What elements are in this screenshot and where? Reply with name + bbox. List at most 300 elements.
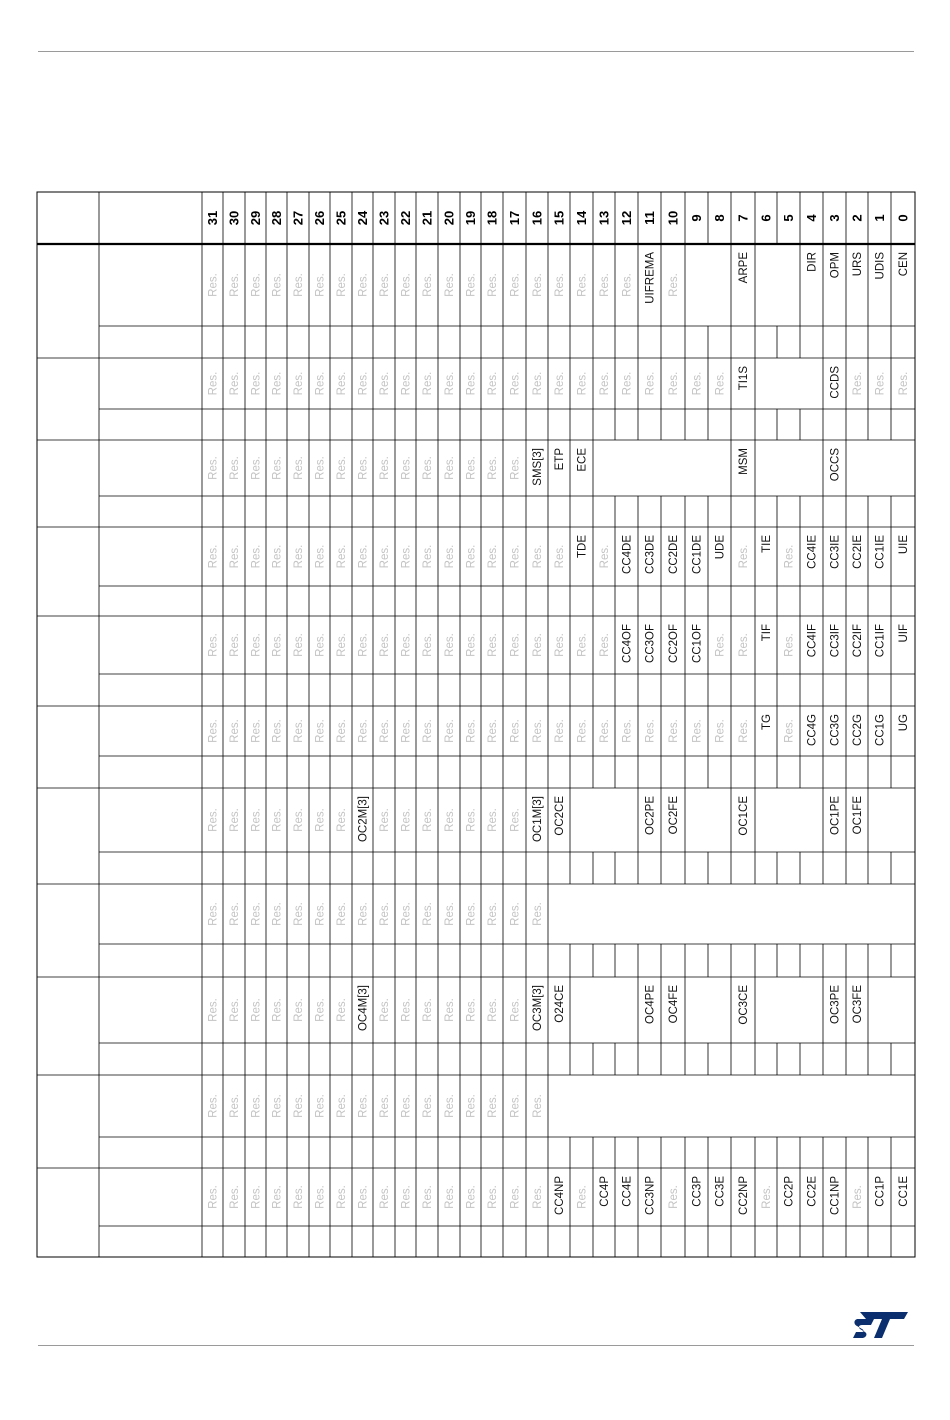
reserved-bit-label: Res. bbox=[509, 1094, 522, 1118]
reserved-bit-label: Res. bbox=[487, 902, 499, 926]
reserved-bit-label: Res. bbox=[532, 1094, 544, 1118]
reserved-bit-label: Res. bbox=[444, 1185, 456, 1209]
reserved-bit-label: Res. bbox=[357, 719, 370, 743]
reserved-bit-label: Res. bbox=[314, 1094, 327, 1118]
reserved-bit-label: Res. bbox=[271, 998, 284, 1022]
reserved-bit-label: Res. bbox=[487, 633, 499, 657]
reserved-bit-label: Res. bbox=[714, 633, 727, 657]
reserved-bit-label: Res. bbox=[357, 1094, 370, 1118]
bit-field-label: CC1NP bbox=[829, 1176, 842, 1215]
reserved-bit-label: Res. bbox=[465, 1185, 478, 1209]
reserved-bit-label: Res. bbox=[509, 719, 522, 743]
bit-field-label: CC3DE bbox=[644, 535, 657, 574]
bit-field-label: OC3FE bbox=[852, 985, 864, 1024]
reserved-bit-label: Res. bbox=[229, 544, 241, 569]
bit-field-label: ECE bbox=[576, 448, 589, 472]
bit-field-label: O24CE bbox=[554, 985, 566, 1023]
bit-field-label: OC4FE bbox=[668, 985, 680, 1024]
reserved-bit-label: Res. bbox=[379, 1185, 391, 1209]
reserved-bit-label: Res. bbox=[293, 1094, 305, 1118]
reserved-bit-label: Res. bbox=[271, 719, 284, 743]
reserved-bit-label: Res. bbox=[314, 1185, 327, 1209]
reserved-bit-label: Res. bbox=[691, 719, 704, 743]
bit-field-label: ARPE bbox=[738, 252, 750, 284]
reserved-bit-label: Res. bbox=[509, 633, 522, 657]
bit-field-label: CC4IF bbox=[806, 624, 819, 658]
bit-field-label: CC2OF bbox=[668, 624, 680, 663]
bit-number: 4 bbox=[804, 214, 819, 222]
reserved-bit-label: Res. bbox=[487, 1185, 499, 1209]
bit-number: 17 bbox=[507, 210, 522, 226]
reserved-bit-label: Res. bbox=[379, 273, 391, 297]
bit-field-label: UIE bbox=[898, 535, 910, 555]
reserved-bit-label: Res. bbox=[400, 1185, 413, 1209]
bit-field-label: CC2E bbox=[806, 1176, 819, 1207]
bit-field-label: TDE bbox=[576, 535, 589, 558]
reserved-bit-label: Res. bbox=[576, 1185, 589, 1209]
reserved-bit-label: Res. bbox=[444, 1094, 456, 1118]
reserved-bit-label: Res. bbox=[422, 371, 434, 396]
reserved-bit-label: Res. bbox=[336, 544, 348, 569]
reserved-bit-label: Res. bbox=[532, 273, 544, 297]
reserved-bit-label: Res. bbox=[357, 456, 370, 480]
reserved-bit-label: Res. bbox=[229, 273, 241, 297]
bit-number: 19 bbox=[463, 210, 478, 226]
bit-number: 20 bbox=[441, 210, 457, 226]
reserved-bit-label: Res. bbox=[509, 1185, 522, 1209]
reserved-bit-label: Res. bbox=[621, 719, 634, 743]
reserved-bit-label: Res. bbox=[422, 1094, 434, 1118]
reserved-bit-label: Res. bbox=[250, 1094, 263, 1118]
bit-field-label: OC3CE bbox=[738, 985, 750, 1025]
bit-field-label: TI1S bbox=[738, 366, 750, 391]
reserved-bit-label: Res. bbox=[293, 633, 305, 657]
reserved-bit-label: Res. bbox=[422, 998, 434, 1022]
bit-field-label: OC1PE bbox=[829, 796, 842, 835]
bit-number: 14 bbox=[574, 210, 589, 226]
reserved-bit-label: Res. bbox=[487, 544, 499, 569]
reserved-bit-label: Res. bbox=[207, 719, 220, 743]
bit-field-label: CC1IE bbox=[874, 535, 887, 569]
bit-number: 10 bbox=[665, 210, 681, 226]
reserved-bit-label: Res. bbox=[293, 371, 305, 396]
bit-field-label: OPM bbox=[829, 252, 842, 279]
reserved-bit-label: Res. bbox=[271, 1185, 284, 1209]
reserved-bit-label: Res. bbox=[691, 371, 704, 396]
reserved-bit-label: Res. bbox=[465, 456, 478, 480]
reserved-bit-label: Res. bbox=[229, 456, 241, 480]
reserved-bit-label: Res. bbox=[465, 544, 478, 569]
reserved-bit-label: Res. bbox=[487, 719, 499, 743]
reserved-bit-label: Res. bbox=[509, 808, 522, 832]
reserved-bit-label: Res. bbox=[229, 808, 241, 832]
bit-field-label: UIFREMA bbox=[644, 252, 657, 304]
reserved-bit-label: Res. bbox=[293, 273, 305, 297]
reserved-bit-label: Res. bbox=[532, 902, 544, 926]
reserved-bit-label: Res. bbox=[444, 544, 456, 569]
bit-number: 24 bbox=[355, 210, 370, 226]
reserved-bit-label: Res. bbox=[783, 719, 796, 743]
reserved-bit-label: Res. bbox=[400, 273, 413, 297]
bit-number: 30 bbox=[226, 210, 242, 226]
reserved-bit-label: Res. bbox=[314, 633, 327, 657]
reserved-bit-label: Res. bbox=[852, 1185, 864, 1209]
bit-field-label: CC4NP bbox=[554, 1176, 566, 1215]
reserved-bit-label: Res. bbox=[379, 1094, 391, 1118]
reserved-bit-label: Res. bbox=[250, 633, 263, 657]
bit-field-label: CC2NP bbox=[738, 1176, 750, 1215]
reserved-bit-label: Res. bbox=[379, 808, 391, 832]
reserved-bit-label: Res. bbox=[336, 456, 348, 480]
reserved-bit-label: Res. bbox=[379, 456, 391, 480]
bit-field-label: CC4OF bbox=[621, 624, 634, 663]
reserved-bit-label: Res. bbox=[229, 998, 241, 1022]
bit-field-label: CEN bbox=[898, 252, 910, 277]
bit-field-label: DIR bbox=[806, 252, 819, 272]
reserved-bit-label: Res. bbox=[229, 719, 241, 743]
reserved-bit-label: Res. bbox=[532, 544, 544, 569]
bit-number: 2 bbox=[849, 214, 865, 222]
reserved-bit-label: Res. bbox=[576, 273, 589, 297]
reserved-bit-label: Res. bbox=[761, 1185, 773, 1209]
reserved-bit-label: Res. bbox=[207, 1094, 220, 1118]
reserved-bit-label: Res. bbox=[487, 273, 499, 297]
bit-number: 5 bbox=[781, 214, 796, 222]
bit-field-label: OC3PE bbox=[829, 985, 842, 1024]
reserved-bit-label: Res. bbox=[422, 273, 434, 297]
reserved-bit-label: Res. bbox=[336, 1094, 348, 1118]
reserved-bit-label: Res. bbox=[250, 998, 263, 1022]
reserved-bit-label: Res. bbox=[444, 719, 456, 743]
reserved-bit-label: Res. bbox=[465, 273, 478, 297]
reserved-bit-label: Res. bbox=[357, 273, 370, 297]
reserved-bit-label: Res. bbox=[336, 1185, 348, 1209]
reserved-bit-label: Res. bbox=[400, 371, 413, 396]
reserved-bit-label: Res. bbox=[271, 544, 284, 569]
bit-number: 0 bbox=[895, 214, 911, 222]
reserved-bit-label: Res. bbox=[668, 273, 680, 297]
reserved-bit-label: Res. bbox=[554, 544, 566, 569]
reserved-bit-label: Res. bbox=[576, 633, 589, 657]
reserved-bit-label: Res. bbox=[314, 719, 327, 743]
reserved-bit-label: Res. bbox=[207, 456, 220, 480]
bit-field-label: UDE bbox=[714, 535, 727, 560]
reserved-bit-label: Res. bbox=[644, 719, 657, 743]
bit-number: 28 bbox=[269, 210, 284, 226]
reserved-bit-label: Res. bbox=[229, 1094, 241, 1118]
reserved-bit-label: Res. bbox=[400, 633, 413, 657]
bit-field-label: OC3M[3] bbox=[532, 985, 544, 1032]
reserved-bit-label: Res. bbox=[250, 544, 263, 569]
bit-field-label: CC1G bbox=[874, 714, 887, 746]
reserved-bit-label: Res. bbox=[422, 902, 434, 926]
reserved-bit-label: Res. bbox=[293, 902, 305, 926]
reserved-bit-label: Res. bbox=[207, 371, 220, 396]
reserved-bit-label: Res. bbox=[250, 273, 263, 297]
bit-field-label: TIE bbox=[761, 535, 773, 553]
reserved-bit-label: Res. bbox=[207, 544, 220, 569]
reserved-bit-label: Res. bbox=[465, 371, 478, 396]
reserved-bit-label: Res. bbox=[207, 1185, 220, 1209]
bit-field-label: CC2G bbox=[852, 714, 864, 746]
reserved-bit-label: Res. bbox=[271, 902, 284, 926]
reserved-bit-label: Res. bbox=[271, 1094, 284, 1118]
bit-field-label: CC2DE bbox=[668, 535, 680, 574]
reserved-bit-label: Res. bbox=[314, 371, 327, 396]
bit-number: 9 bbox=[689, 214, 704, 222]
reserved-bit-label: Res. bbox=[357, 544, 370, 569]
reserved-bit-label: Res. bbox=[738, 633, 750, 657]
bit-field-label: CC2P bbox=[783, 1176, 796, 1207]
bit-field-label: CC1OF bbox=[691, 624, 704, 663]
reserved-bit-label: Res. bbox=[852, 371, 864, 396]
reserved-bit-label: Res. bbox=[271, 371, 284, 396]
bit-field-label: CC1IF bbox=[874, 624, 887, 658]
bit-field-label: TIF bbox=[761, 624, 773, 642]
reserved-bit-label: Res. bbox=[422, 633, 434, 657]
reserved-bit-label: Res. bbox=[207, 902, 220, 926]
bit-field-label: CC3E bbox=[714, 1176, 727, 1207]
reserved-bit-label: Res. bbox=[400, 456, 413, 480]
bit-number: 3 bbox=[827, 214, 842, 222]
reserved-bit-label: Res. bbox=[554, 719, 566, 743]
reserved-bit-label: Res. bbox=[599, 633, 611, 657]
reserved-bit-label: Res. bbox=[668, 371, 680, 396]
bit-field-label: SMS[3] bbox=[532, 448, 544, 486]
bit-field-label: CC3OF bbox=[644, 624, 657, 663]
reserved-bit-label: Res. bbox=[379, 633, 391, 657]
bit-number: 21 bbox=[419, 210, 435, 226]
reserved-bit-label: Res. bbox=[576, 371, 589, 396]
reserved-bit-label: Res. bbox=[532, 371, 544, 396]
reserved-bit-label: Res. bbox=[229, 1185, 241, 1209]
reserved-bit-label: Res. bbox=[207, 808, 220, 832]
reserved-bit-label: Res. bbox=[738, 719, 750, 743]
reserved-bit-label: Res. bbox=[668, 1185, 680, 1209]
reserved-bit-label: Res. bbox=[422, 544, 434, 569]
reserved-bit-label: Res. bbox=[293, 808, 305, 832]
reserved-bit-label: Res. bbox=[250, 371, 263, 396]
reserved-bit-label: Res. bbox=[465, 719, 478, 743]
bit-field-label: MSM bbox=[738, 448, 750, 475]
reserved-bit-label: Res. bbox=[207, 273, 220, 297]
bit-field-label: ETP bbox=[554, 448, 566, 471]
reserved-bit-label: Res. bbox=[207, 998, 220, 1022]
reserved-bit-label: Res. bbox=[400, 998, 413, 1022]
bit-number: 8 bbox=[712, 214, 727, 222]
bit-field-label: CC4G bbox=[806, 714, 819, 746]
reserved-bit-label: Res. bbox=[532, 633, 544, 657]
bit-number: 11 bbox=[642, 211, 657, 225]
reserved-bit-label: Res. bbox=[444, 808, 456, 832]
bit-field-label: CC3P bbox=[691, 1176, 704, 1207]
reserved-bit-label: Res. bbox=[599, 273, 611, 297]
reserved-bit-label: Res. bbox=[444, 633, 456, 657]
reserved-bit-label: Res. bbox=[487, 371, 499, 396]
bit-field-label: OC1M[3] bbox=[532, 796, 544, 843]
bit-number: 23 bbox=[376, 210, 392, 226]
reserved-bit-label: Res. bbox=[314, 273, 327, 297]
reserved-bit-label: Res. bbox=[444, 371, 456, 396]
bit-field-label: CC4P bbox=[599, 1176, 611, 1207]
reserved-bit-label: Res. bbox=[532, 719, 544, 743]
reserved-bit-label: Res. bbox=[379, 719, 391, 743]
reserved-bit-label: Res. bbox=[379, 902, 391, 926]
reserved-bit-label: Res. bbox=[207, 633, 220, 657]
reserved-bit-label: Res. bbox=[738, 544, 750, 569]
reserved-bit-label: Res. bbox=[599, 544, 611, 569]
reserved-bit-label: Res. bbox=[621, 273, 634, 297]
reserved-bit-label: Res. bbox=[357, 633, 370, 657]
reserved-bit-label: Res. bbox=[444, 998, 456, 1022]
reserved-bit-label: Res. bbox=[465, 902, 478, 926]
reserved-bit-label: Res. bbox=[400, 902, 413, 926]
reserved-bit-label: Res. bbox=[400, 808, 413, 832]
reserved-bit-label: Res. bbox=[379, 544, 391, 569]
reserved-bit-label: Res. bbox=[487, 456, 499, 480]
reserved-bit-label: Res. bbox=[293, 544, 305, 569]
reserved-bit-label: Res. bbox=[400, 719, 413, 743]
reserved-bit-label: Res. bbox=[599, 371, 611, 396]
reserved-bit-label: Res. bbox=[509, 902, 522, 926]
reserved-bit-label: Res. bbox=[509, 371, 522, 396]
bit-field-label: UG bbox=[898, 714, 910, 732]
reserved-bit-label: Res. bbox=[465, 633, 478, 657]
bit-field-label: CC3NP bbox=[644, 1176, 657, 1215]
reserved-bit-label: Res. bbox=[487, 998, 499, 1022]
bit-field-label: CC3IE bbox=[829, 535, 842, 569]
reserved-bit-label: Res. bbox=[554, 633, 566, 657]
reserved-bit-label: Res. bbox=[422, 456, 434, 480]
reserved-bit-label: Res. bbox=[271, 633, 284, 657]
bit-field-label: OCCS bbox=[829, 448, 842, 482]
bit-number: 7 bbox=[735, 214, 751, 222]
reserved-bit-label: Res. bbox=[336, 371, 348, 396]
reserved-bit-label: Res. bbox=[250, 1185, 263, 1209]
bit-field-label: UDIS bbox=[874, 252, 887, 280]
reserved-bit-label: Res. bbox=[293, 456, 305, 480]
bit-number: 18 bbox=[484, 210, 500, 226]
reserved-bit-label: Res. bbox=[250, 719, 263, 743]
bit-number: 27 bbox=[290, 210, 306, 226]
reserved-bit-label: Res. bbox=[357, 1185, 370, 1209]
reserved-bit-label: Res. bbox=[714, 719, 727, 743]
reserved-bit-label: Res. bbox=[554, 273, 566, 297]
bit-field-label: CC4E bbox=[621, 1176, 634, 1207]
bit-field-label: OC2CE bbox=[554, 796, 566, 836]
reserved-bit-label: Res. bbox=[422, 719, 434, 743]
reserved-bit-label: Res. bbox=[379, 371, 391, 396]
bit-number: 15 bbox=[551, 210, 567, 226]
reserved-bit-label: Res. bbox=[644, 371, 657, 396]
bit-number: 13 bbox=[596, 210, 612, 226]
bit-field-label: CC2IE bbox=[852, 535, 864, 569]
reserved-bit-label: Res. bbox=[509, 544, 522, 569]
reserved-bit-label: Res. bbox=[599, 719, 611, 743]
bit-field-label: CC1E bbox=[898, 1176, 910, 1207]
reserved-bit-label: Res. bbox=[250, 808, 263, 832]
reserved-bit-label: Res. bbox=[487, 808, 499, 832]
bit-field-label: OC2FE bbox=[668, 796, 680, 835]
reserved-bit-label: Res. bbox=[357, 371, 370, 396]
reserved-bit-label: Res. bbox=[444, 273, 456, 297]
bit-field-label: CC1DE bbox=[691, 535, 704, 574]
reserved-bit-label: Res. bbox=[336, 719, 348, 743]
reserved-bit-label: Res. bbox=[250, 456, 263, 480]
reserved-bit-label: Res. bbox=[250, 902, 263, 926]
reserved-bit-label: Res. bbox=[444, 456, 456, 480]
reserved-bit-label: Res. bbox=[783, 544, 796, 569]
bit-number: 22 bbox=[398, 210, 413, 226]
reserved-bit-label: Res. bbox=[336, 633, 348, 657]
bit-number: 26 bbox=[312, 210, 327, 226]
reserved-bit-label: Res. bbox=[229, 902, 241, 926]
reserved-bit-label: Res. bbox=[357, 902, 370, 926]
reserved-bit-label: Res. bbox=[509, 998, 522, 1022]
reserved-bit-label: Res. bbox=[336, 273, 348, 297]
bit-field-label: OC1CE bbox=[738, 796, 750, 836]
reserved-bit-label: Res. bbox=[422, 808, 434, 832]
bit-field-label: CC3G bbox=[829, 714, 842, 746]
bit-number: 25 bbox=[333, 210, 349, 226]
reserved-bit-label: Res. bbox=[271, 273, 284, 297]
reserved-bit-label: Res. bbox=[314, 998, 327, 1022]
bit-field-label: CC4IE bbox=[806, 535, 819, 569]
bit-field-label: OC1FE bbox=[852, 796, 864, 835]
bit-field-label: UIF bbox=[898, 624, 910, 643]
reserved-bit-label: Res. bbox=[422, 1185, 434, 1209]
reserved-bit-label: Res. bbox=[293, 719, 305, 743]
reserved-bit-label: Res. bbox=[668, 719, 680, 743]
reserved-bit-label: Res. bbox=[509, 456, 522, 480]
reserved-bit-label: Res. bbox=[509, 273, 522, 297]
st-logo bbox=[852, 1310, 910, 1340]
bit-number: 16 bbox=[529, 210, 545, 226]
bit-field-label: CC1P bbox=[874, 1176, 887, 1207]
bit-field-label: CC4DE bbox=[621, 535, 634, 574]
reserved-bit-label: Res. bbox=[293, 1185, 305, 1209]
bit-field-label: OC2PE bbox=[644, 796, 657, 835]
reserved-bit-label: Res. bbox=[293, 998, 305, 1022]
reserved-bit-label: Res. bbox=[271, 456, 284, 480]
reserved-bit-label: Res. bbox=[465, 808, 478, 832]
reserved-bit-label: Res. bbox=[898, 371, 910, 396]
reserved-bit-label: Res. bbox=[314, 902, 327, 926]
reserved-bit-label: Res. bbox=[229, 371, 241, 396]
reserved-bit-label: Res. bbox=[874, 371, 887, 396]
reserved-bit-label: Res. bbox=[487, 1094, 499, 1118]
reserved-bit-label: Res. bbox=[336, 902, 348, 926]
bit-field-label: CCDS bbox=[829, 366, 842, 399]
bit-number: 12 bbox=[619, 210, 634, 226]
reserved-bit-label: Res. bbox=[783, 633, 796, 657]
bit-field-label: OC4M[3] bbox=[357, 985, 370, 1032]
reserved-bit-label: Res. bbox=[400, 1094, 413, 1118]
reserved-bit-label: Res. bbox=[314, 544, 327, 569]
bit-field-label: CC2IF bbox=[852, 624, 864, 658]
reserved-bit-label: Res. bbox=[271, 808, 284, 832]
bit-field-label: OC4PE bbox=[644, 985, 657, 1024]
reserved-bit-label: Res. bbox=[336, 808, 348, 832]
bit-number: 6 bbox=[758, 214, 774, 222]
reserved-bit-label: Res. bbox=[465, 998, 478, 1022]
reserved-bit-label: Res. bbox=[336, 998, 348, 1022]
reserved-bit-label: Res. bbox=[400, 544, 413, 569]
reserved-bit-label: Res. bbox=[229, 633, 241, 657]
reserved-bit-label: Res. bbox=[314, 456, 327, 480]
reserved-bit-label: Res. bbox=[444, 902, 456, 926]
bit-number: 31 bbox=[205, 210, 220, 226]
